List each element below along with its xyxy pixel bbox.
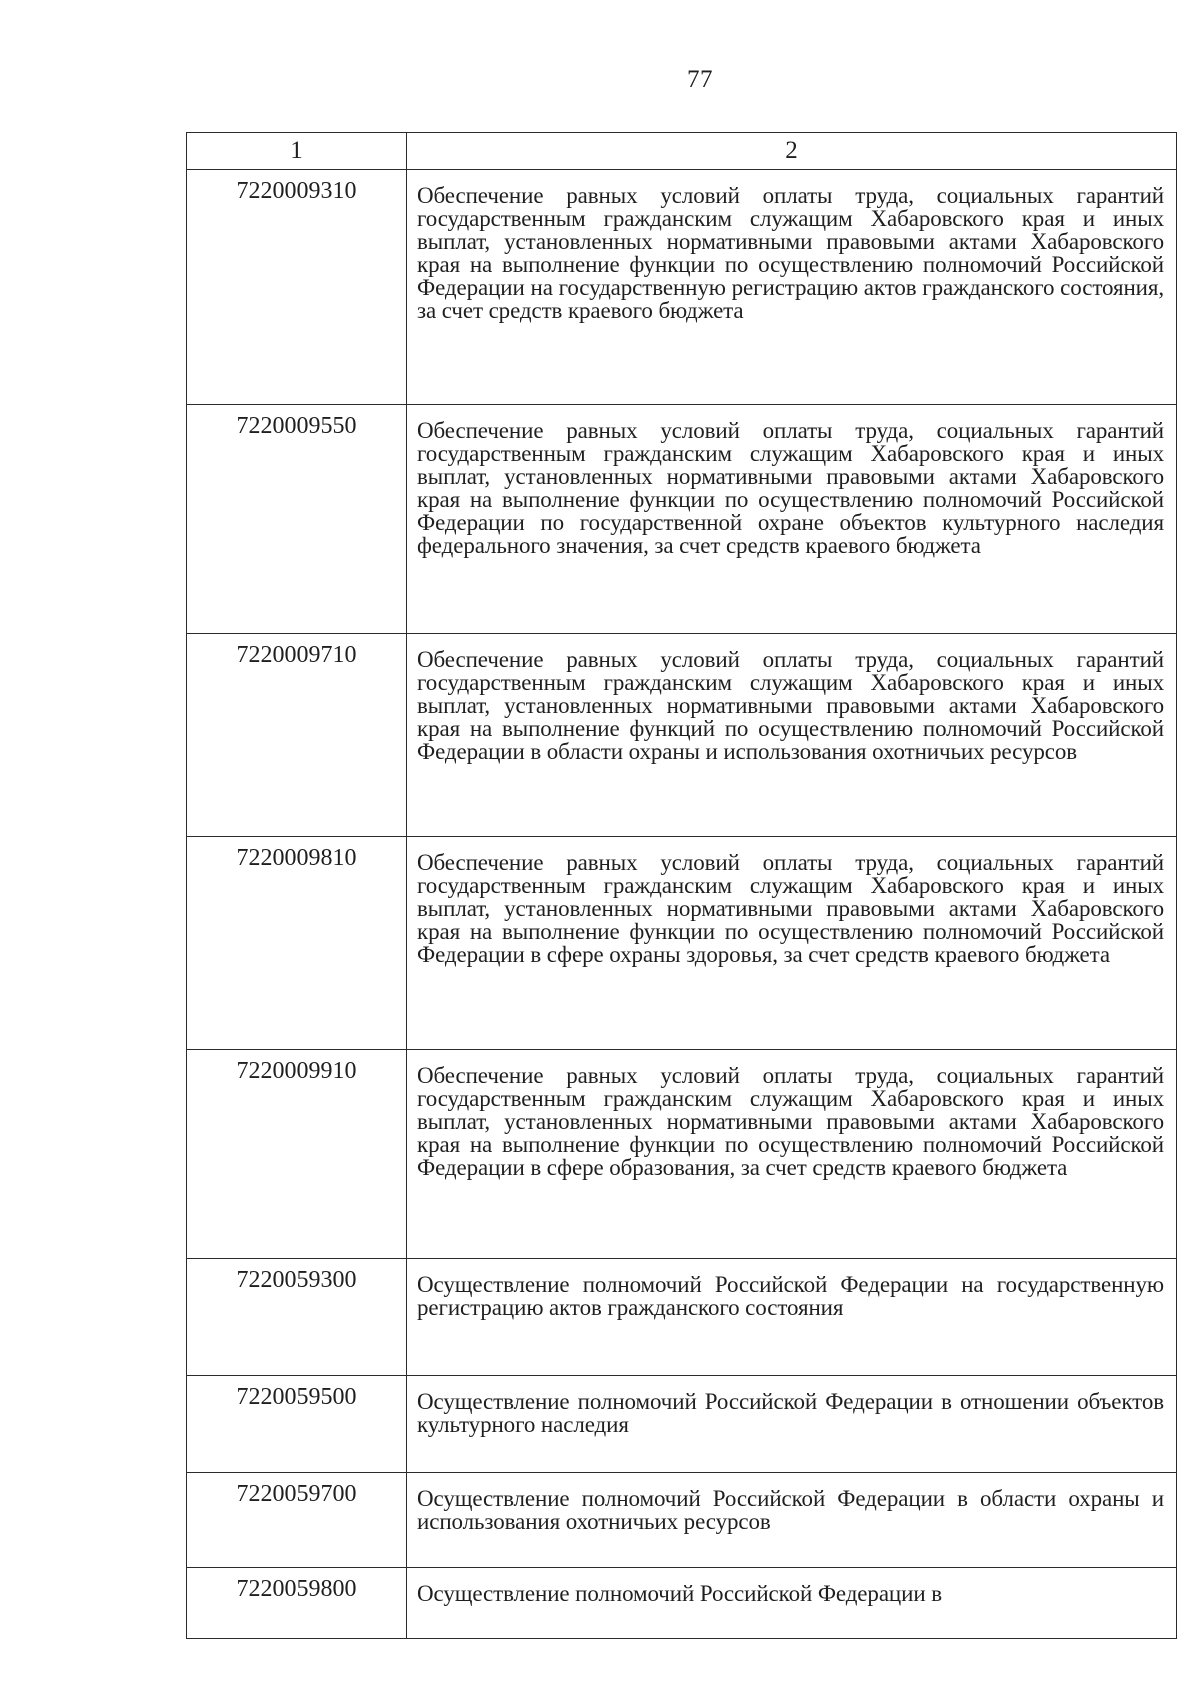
row-description: Осуществление полномочий Российской Федерации на государственную регистрацию актов гражданского состояния: [407, 1259, 1177, 1376]
row-description: Осуществление полномочий Российской Федерации в: [407, 1568, 1177, 1639]
row-description: Обеспечение равных условий оплаты труда, социальных гарантий государственным гражданским служащим Хабаровского края и иных выплат, установленных нормативными правовыми актами Хабаровского края на выполнение функции по осуществлению полномочий Российской Федерации в сфере охраны здоровья, за счет средств краевого бюджета: [407, 837, 1177, 1050]
table-row: [187, 1376, 1177, 1473]
row-code: 7220009910: [187, 1050, 407, 1259]
row-description: Обеспечение равных условий оплаты труда, социальных гарантий государственным гражданским служащим Хабаровского края и иных выплат, установленных нормативными правовыми актами Хабаровского края на выполнение функции по осуществлению полномочий Российской Федерации на государственную регистрацию актов гражданского состояния, за счет средств краевого бюджета: [407, 170, 1177, 405]
row-code: 7220059700: [187, 1473, 407, 1568]
table-row: [187, 1259, 1177, 1376]
row-description: Осуществление полномочий Российской Федерации в отношении объектов культурного наследия: [407, 1376, 1177, 1473]
table-row: [187, 1473, 1177, 1568]
table-row: [187, 405, 1177, 634]
row-description: Обеспечение равных условий оплаты труда, социальных гарантий государственным гражданским служащим Хабаровского края и иных выплат, установленных нормативными правовыми актами Хабаровского края на выполнение функций по осуществлению полномочий Российской Федерации в области охраны и использования охотничьих ресурсов: [407, 634, 1177, 837]
row-description: Обеспечение равных условий оплаты труда, социальных гарантий государственным гражданским служащим Хабаровского края и иных выплат, установленных нормативными правовыми актами Хабаровского края на выполнение функции по осуществлению полномочий Российской Федерации в сфере образования, за счет средств краевого бюджета: [407, 1050, 1177, 1259]
row-description: Обеспечение равных условий оплаты труда, социальных гарантий государственным гражданским служащим Хабаровского края и иных выплат, установленных нормативными правовыми актами Хабаровского края на выполнение функции по осуществлению полномочий Российской Федерации по государственной охране объектов культурного наследия федерального значения, за счет средств краевого бюджета: [407, 405, 1177, 634]
table-row: [187, 634, 1177, 837]
row-code: 7220059800: [187, 1568, 407, 1639]
row-code: 7220059300: [187, 1259, 407, 1376]
row-code: 7220009810: [187, 837, 407, 1050]
budget-code-table: [186, 132, 1177, 1639]
row-code: 7220009550: [187, 405, 407, 634]
column-header-description: 2: [407, 133, 1177, 170]
row-code: 7220009310: [187, 170, 407, 405]
row-description: Осуществление полномочий Российской Федерации в области охраны и использования охотничьих ресурсов: [407, 1473, 1177, 1568]
table-header-row: [187, 133, 1177, 170]
row-code: 7220009710: [187, 634, 407, 837]
table-row: [187, 170, 1177, 405]
page-number: 77: [687, 66, 713, 93]
table-row: [187, 837, 1177, 1050]
table-row: [187, 1050, 1177, 1259]
row-code: 7220059500: [187, 1376, 407, 1473]
column-header-code: 1: [187, 133, 407, 170]
table-row: [187, 1568, 1177, 1639]
